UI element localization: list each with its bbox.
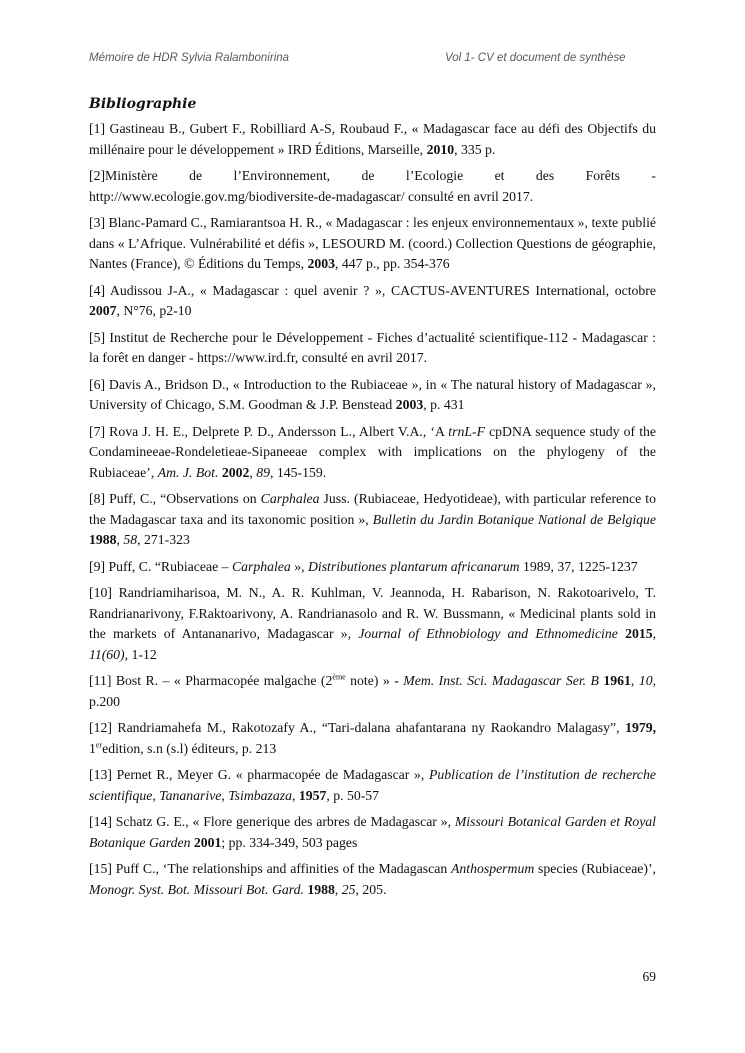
bibliography-entry-12: [12] Randriamahefa M., Rakotozafy A., “Tari-dalana ahafantarana ny Raokandro Malagasy”, 1979, 1eredition, s.n (s.l) éditeurs, p. 213 — [89, 720, 656, 756]
bibliography-entry-7: [7] Rova J. H. E., Delprete P. D., Andersson L., Albert V.A., ‘A trnL-F cpDNA sequence study of the Condamineeae-Rondeletieae-Sipaneeae complex with implications on the phylogeny of the Rubiaceae’, Am. J. Bot. 2002, 89, 145-159. — [89, 423, 656, 480]
bibliography-entry-11: [11] Bost R. – « Pharmacopée malgache (2ème note) » - Mem. Inst. Sci. Madagascar Ser. B 1961, 10, p.200 — [89, 672, 657, 709]
bibliography-entry-14: [14] Schatz G. E., « Flore generique des arbres de Madagascar », Missouri Botanical Garden et Royal Botanique Garden 2001; pp. 334-349, 503 pages — [89, 814, 656, 850]
header-author: Mémoire de HDR Sylvia Ralambonirina — [89, 52, 290, 64]
bibliography-entry-8: [8] Puff, C., “Observations on Carphalea Juss. (Rubiaceae, Hedyotideae), with particular reference to the Madagascar taxa and its taxonomic position », Bulletin du Jardin Botanique National de Belgique 1988, 58, 271-323 — [89, 491, 656, 547]
bibliography-entry-15: [15] Puff C., ‘The relationships and affinities of the Madagascan Anthospermum species (Rubiaceae)’, Monogr. Syst. Bot. Missouri Bot. Gard. 1988, 25, 205. — [89, 861, 656, 897]
section-title: Bibliographie — [89, 96, 197, 112]
bibliography-entry-4: [4] Audissou J-A., « Madagascar : quel avenir ? », CACTUS-AVENTURES International, octobre 2007, N°76, p2-10 — [89, 282, 656, 318]
bibliography-entry-13: [13] Pernet R., Meyer G. « pharmacopée de Madagascar », Publication de l’institution de recherche scientifique, Tananarive, Tsimbazaza, 1957, p. 50-57 — [89, 767, 656, 803]
bibliography-entry-6: [6] Davis A., Bridson D., « Introduction to the Rubiaceae », in « The natural history of Madagascar », University of Chicago, S.M. Goodman & J.P. Benstead 2003, p. 431 — [89, 376, 656, 412]
bibliography-entry-3: [3] Blanc-Pamard C., Ramiarantsoa H. R., « Madagascar : les enjeux environnementaux », texte publié dans « L’Afrique. Vulnérabilité et défis », LESOURD M. (coord.) Collection Questions de géographie, Nantes (France), © Éditions du Temps, 2003, 447 p., pp. 354-376 — [89, 215, 656, 271]
page-number: 69 — [642, 969, 656, 984]
bibliography-list — [89, 119, 656, 906]
bibliography-entry-1: [1] Gastineau B., Gubert F., Robilliard A-S, Roubaud F., « Madagascar face au défi des Objectifs du millénaire pour le développement » IRD Éditions, Marseille, 2010, 335 p. — [89, 121, 656, 157]
header-volume: Vol 1- CV et document de synthèse — [445, 52, 626, 64]
bibliography-entry-5: [5] Institut de Recherche pour le Développement - Fiches d’actualité scientifique-112 - Madagascar : la forêt en danger - https://www.ird.fr, consulté en avril 2017. — [89, 329, 656, 365]
bibliography-entry-10: [10] Randriamiharisoa, M. N., A. R. Kuhlman, V. Jeannoda, H. Rabarison, N. Rakotoarivelo, T. Randrianarivony, F.Raktoarivony, A. Randrianasolo and R. W. Bussmann, « Medicinal plants sold in the markets of Antananarivo, Madagascar », Journal of Ethnobiology and Ethnomedicine 2015, 11(60), 1-12 — [89, 585, 657, 662]
bibliography-entry-2: [2]Ministère de l’Environnement, de l’Ecologie et des Forêts - http://www.ecologie.gov.mg/biodiversite-de-madagascar/ consulté en avril 2017. — [89, 168, 656, 204]
bibliography-entry-9: [9] Puff, C. “Rubiaceae – Carphalea », Distributiones plantarum africanarum 1989, 37, 1225-1237 — [89, 558, 638, 574]
